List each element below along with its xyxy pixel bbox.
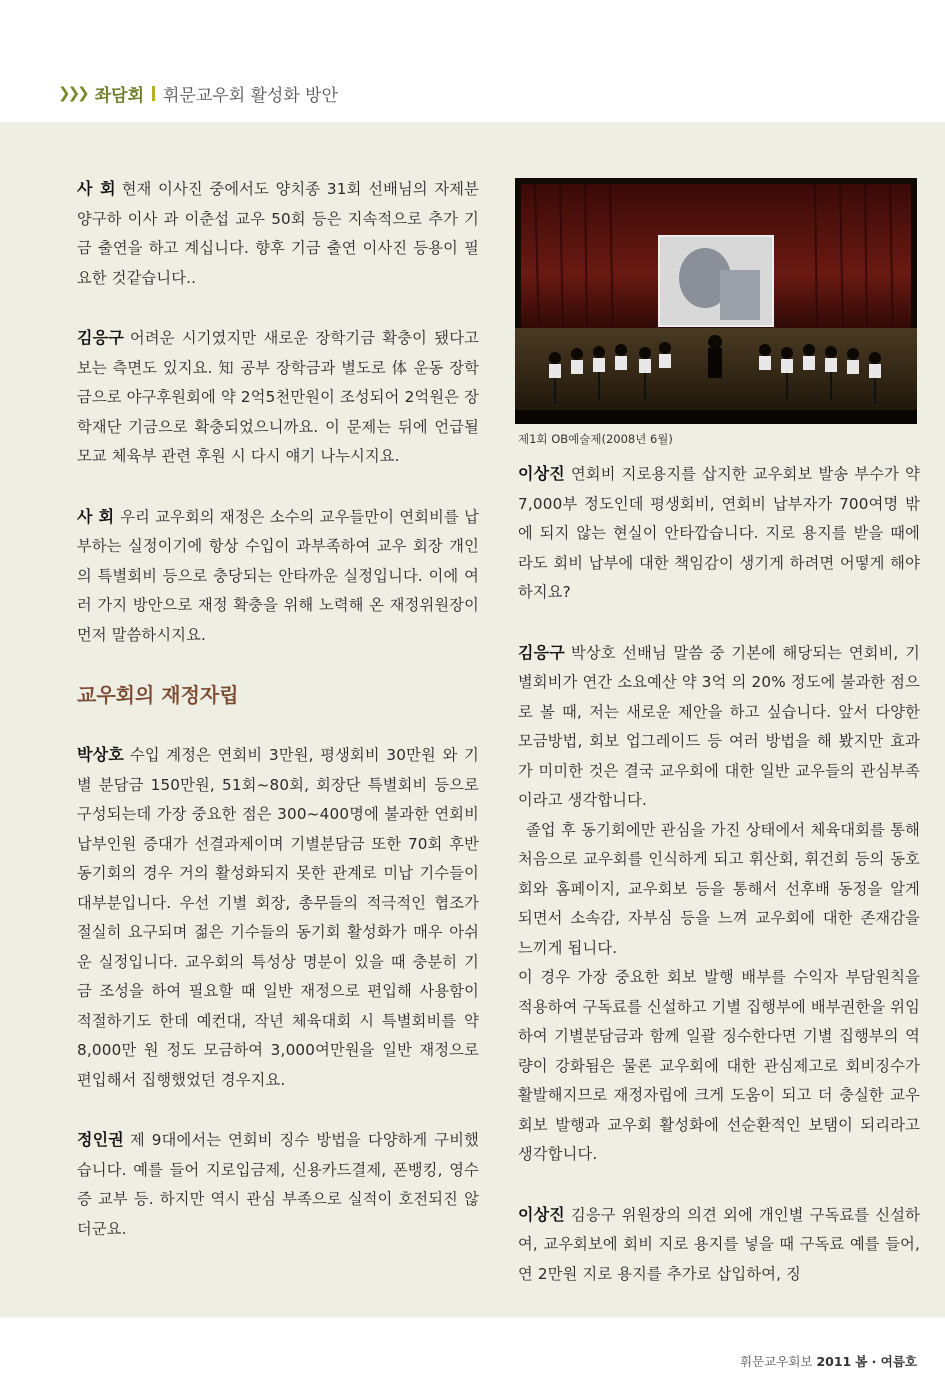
paragraph xyxy=(518,638,920,816)
speaker-name: 이상진 xyxy=(518,464,565,483)
paragraph-text: 우리 교우회의 재정은 소수의 교우들만이 연회비를 납부하는 실정이기에 항상 수입이 과부족하여 교우 회장 개인의 특별회비 등으로 충당되는 안타까운 실정입니다. 이에 여러 가지 방안으로 재정 확충을 위해 노력해 온 재정위원장이 먼저 말씀하시지요. xyxy=(77,507,479,644)
paragraph xyxy=(77,1125,479,1244)
speaker-name: 김응구 xyxy=(518,642,565,662)
paragraph xyxy=(518,459,920,608)
speaker-name: 이상진 xyxy=(518,1204,565,1224)
left-column xyxy=(77,174,479,1244)
paragraph-text: 현재 이사진 중에서도 양치종 31회 선배님의 자제분 양구하 이사 과 이춘섭 교우 50회 등은 지속적으로 추가 기금 출연을 하고 계십니다. 향후 기금 출연 이사진 등용이 필요한 것같습니다.. xyxy=(77,180,479,287)
paragraph xyxy=(77,323,479,472)
concert-photo xyxy=(515,178,917,424)
paragraph-text: 어려운 시기였지만 새로운 장학기금 확충이 됐다고 보는 측면도 있지요. 知 공부 장학금과 별도로 体 운동 장학금으로 야구후원회에 약 2억5천만원이 조성되어 2억원은 장학재단 기금으로 확충되었으니까요. 이 문제는 뒤에 언급될 모교 체육부 관련 후원 시 다시 얘기 나누시지요. xyxy=(77,329,479,465)
paragraph: 졸업 후 동기회에만 관심을 가진 상태에서 체육대회를 통해 처음으로 교우회를 인식하게 되고 휘산회, 휘건회 등의 동호회와 홈페이지, 교우회보 등을 통해서 선후배 동정을 알게 되면서 소속감, 자부심 등을 느껴 교우회에 대한 존재감을 느끼게 됩니다. xyxy=(518,820,920,957)
paragraph-text: 김응구 위원장의 의견 외에 개인별 구독료를 신설하여, 교우회보에 회비 지로 용지를 넣을 때 구독료 예를 들어, 연 2만원 지로 용지를 추가로 삽입하여, 징 xyxy=(518,1205,920,1283)
speaker-name: 정인권 xyxy=(77,1130,124,1149)
footer-band xyxy=(0,1317,945,1385)
speaker-name: 박상호 xyxy=(77,745,124,764)
right-column xyxy=(518,459,920,1289)
paragraph-text: 수입 계정은 연회비 3만원, 평생회비 30만원 와 기별 분담금 150만원, 51회~80회, 회장단 특별회비 등으로 구성되는데 가장 중요한 점은 300~400명에 불과한 연회비 납부인원 증대가 선결과제이며 기별분담금 또한 70회 후반 동기회의 경우 거의 활성화되지 못한 관계로 미납 기수들이 대부분입니다. 우선 기별 회장, 총무들의 적극적인 협조가 절실히 요구되며 젊은 기수들의 동기회 활성화가 매우 아쉬운 실정입니다. 교우회의 특성상 명분이 있을 때 충분히 기금 조성을 하여 필요할 때 일반 재정으로 편입해 사용함이 적절하기도 한데 예컨대, 작년 체육대회 시 특별회비를 약 8,000만 원 정도 모금하여 3,000여만원을 일반 재정으로 편입해서 집행했었던 경우지요. xyxy=(77,746,479,1089)
speaker-name: 사 회 xyxy=(77,506,115,526)
section-name: 좌담회 xyxy=(94,85,144,106)
chevron-right-icon: ❯❯❯ xyxy=(58,84,87,102)
section-header xyxy=(58,80,338,106)
photo-caption: 제1회 OB예술제(2008년 6월) xyxy=(518,432,673,446)
issue-year: 2011 xyxy=(816,1354,852,1369)
section-subtitle: 휘문교우회 활성화 방안 xyxy=(163,85,339,106)
speaker-name: 사 회 xyxy=(77,179,116,198)
paragraph xyxy=(77,174,479,293)
issue-season: 봄 · 여름호 xyxy=(855,1354,917,1369)
paragraph: 이 경우 가장 중요한 회보 발행 배부를 수익자 부담원칙을 적용하여 구독료를 신설하고 기별 집행부에 배부권한을 위임하여 기별분담금과 함께 일괄 징수한다면 기별 집행부의 역량이 강화됨은 물론 교우회에 대한 관심제고로 회비징수가 활발해지므로 재정자립에 크게 도움이 되고 더 충실한 교우회보 발행과 교우회 활성화에 선순환적인 보탬이 되리라고 생각합니다. xyxy=(518,968,920,1163)
speaker-name: 김응구 xyxy=(77,328,124,347)
page-footer xyxy=(740,1352,917,1370)
publication-name: 휘문교우회보 xyxy=(740,1354,813,1369)
paragraph-text: 연회비 지로용지를 삽지한 교우회보 발송 부수가 약 7,000부 정도인데 평생회비, 연회비 납부자가 700여명 밖에 되지 않는 현실이 안타깝습니다. 지로 용지를 받을 때에라도 회비 납부에 대한 책임감이 생기게 하려면 어떻게 해야 하지요? xyxy=(518,465,920,601)
paragraph xyxy=(518,1200,920,1290)
paragraph xyxy=(77,502,479,651)
section-heading: 교우회의 재정자립 xyxy=(77,683,239,707)
paragraph xyxy=(77,740,479,1095)
paragraph-text: 제 9대에서는 연회비 징수 방법을 다양하게 구비했습니다. 예를 들어 지로입금제, 신용카드결제, 폰뱅킹, 영수증 교부 등. 하지만 역시 관심 부족으로 실적이 호전되진 않더군요. xyxy=(77,1131,479,1238)
divider-bar xyxy=(152,86,155,101)
paragraph-text: 박상호 선배님 말씀 중 기본에 해당되는 연회비, 기별회비가 연간 소요예산 약 3억 의 20% 정도에 불과한 점으로 볼 때, 저는 새로운 제안을 하고 싶습니다. 앞서 다양한 모금방법, 회보 업그레이드 등 여러 방법을 해 봤지만 효과가 미미한 것은 결국 교우회에 대한 일반 교우들의 관심부족이라고 생각합니다. xyxy=(518,643,920,809)
